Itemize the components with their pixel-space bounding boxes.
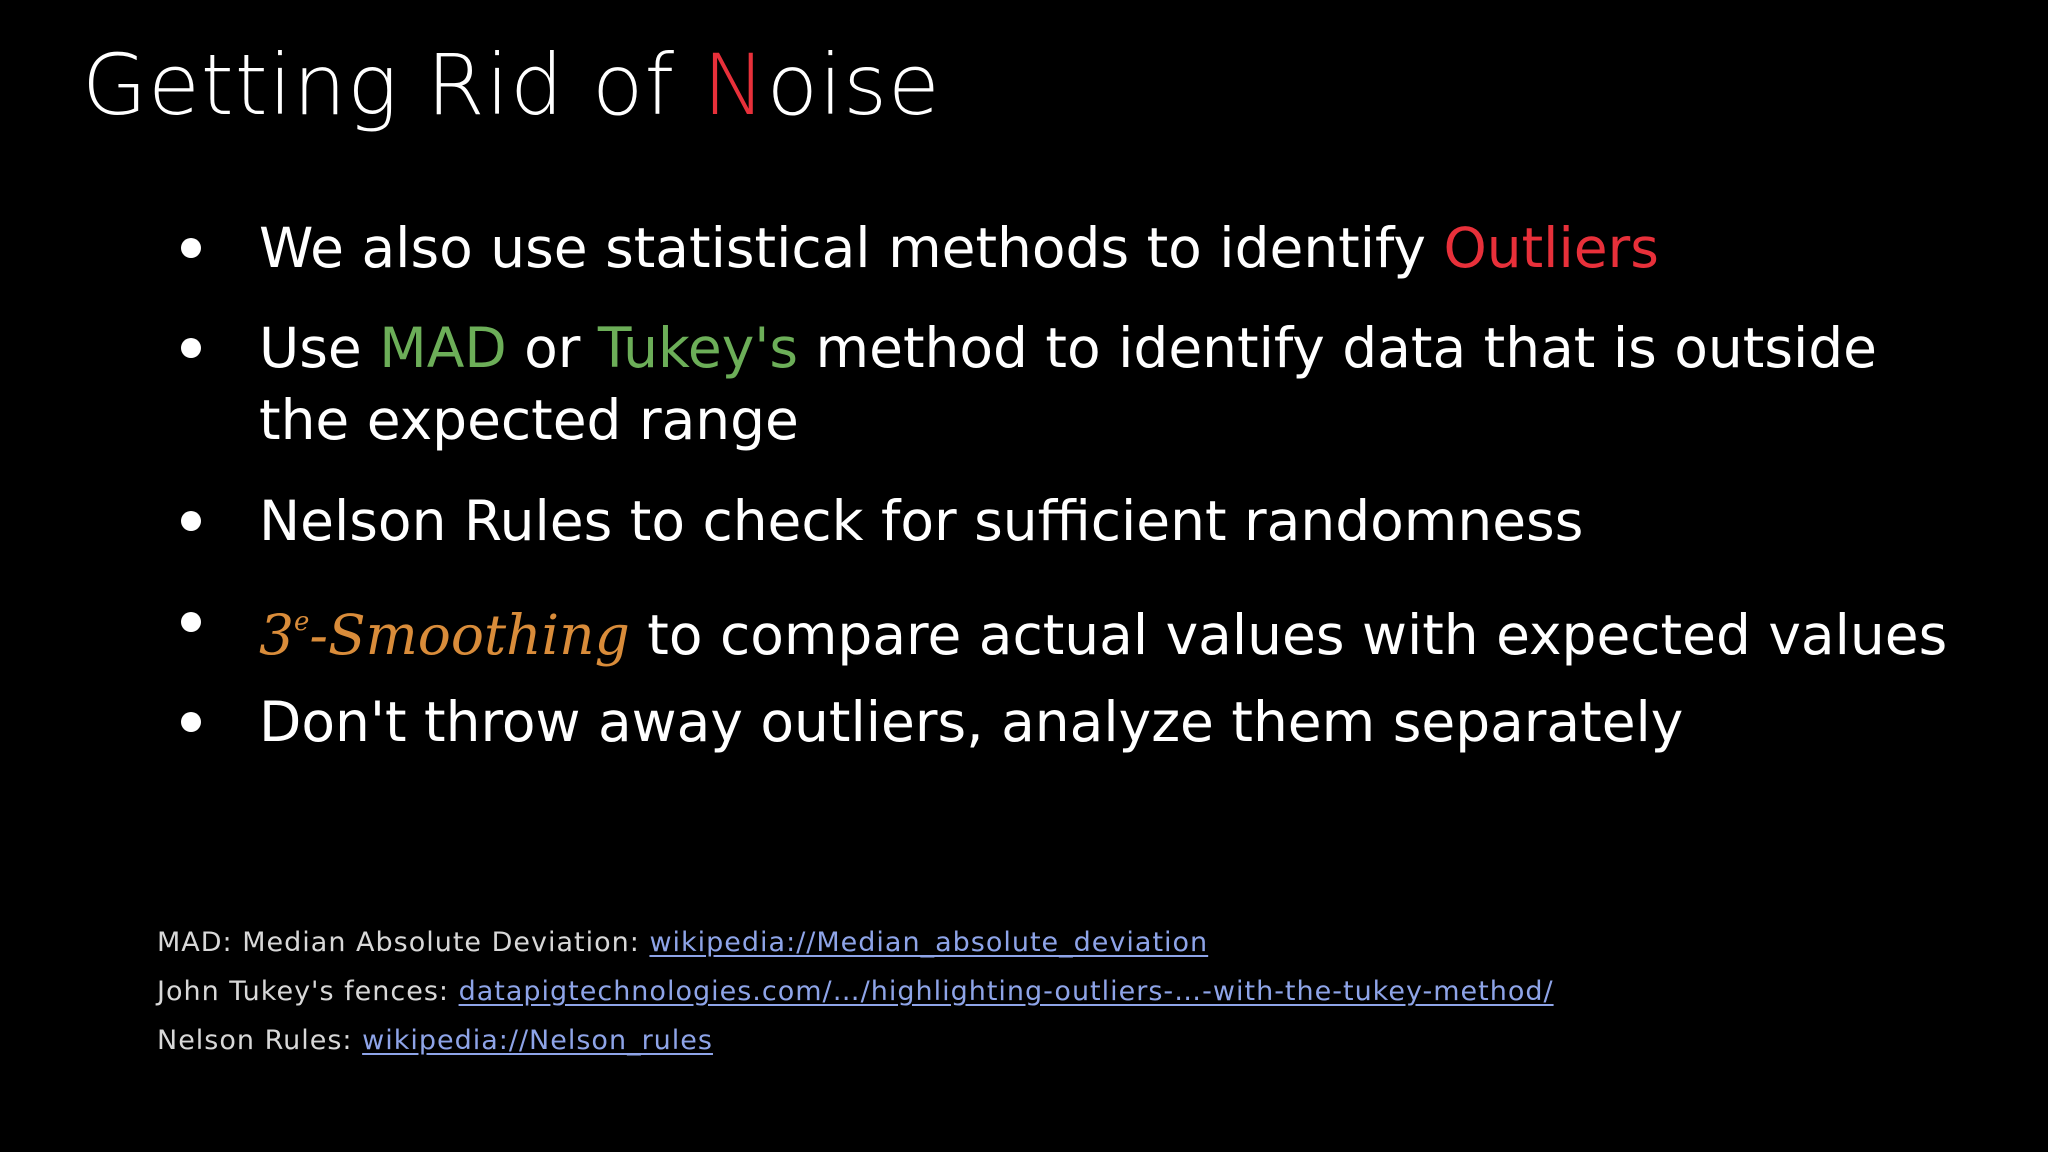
bullet-dot-icon xyxy=(181,511,201,531)
outliers-highlight: Outliers xyxy=(1443,216,1659,280)
smoothing-highlight xyxy=(259,603,630,667)
reference-link-nelson[interactable]: wikipedia://Nelson_rules xyxy=(362,1025,713,1056)
bullet-text-part: to compare actual values with expected values xyxy=(629,603,1948,667)
reference-nelson xyxy=(157,1016,1554,1065)
slide-title xyxy=(82,30,941,140)
reference-tukey xyxy=(157,967,1554,1016)
reference-link-mad[interactable]: wikipedia://Median_absolute_deviation xyxy=(649,927,1209,958)
bullet-text xyxy=(259,586,1948,671)
bullet-text-continuation: the expected range xyxy=(259,388,799,452)
bullet-text-part: Use xyxy=(259,316,380,380)
reference-label: John Tukey's fences: xyxy=(157,976,459,1007)
reference-label: MAD: Median Absolute Deviation: xyxy=(157,927,650,958)
bullet-text: Nelson Rules to check for sufficient randomness xyxy=(259,489,1584,553)
bullet-text-part: method to identify data that is outside xyxy=(798,316,1878,380)
smoothing-base: 3 xyxy=(259,603,294,667)
smoothing-superscript: e xyxy=(294,607,310,637)
title-accent-letter: N xyxy=(702,36,767,134)
bullet-text-part: or xyxy=(506,316,598,380)
references xyxy=(157,918,1554,1065)
title-text: Getting Rid of xyxy=(82,36,703,134)
mad-highlight: MAD xyxy=(379,316,507,380)
reference-link-tukey[interactable]: datapigtechnologies.com/…/highlighting-outliers-…-with-the-tukey-method/ xyxy=(458,976,1554,1007)
reference-label: Nelson Rules: xyxy=(157,1025,363,1056)
bullet-dot-icon xyxy=(181,612,201,632)
smoothing-rest: -Smoothing xyxy=(309,603,630,667)
bullet-dot-icon xyxy=(181,712,201,732)
title-text-end: oise xyxy=(766,36,941,134)
bullet-text xyxy=(259,212,1859,284)
bullet-text-part: We also use statistical methods to identify xyxy=(259,216,1444,280)
bullet-dot-icon xyxy=(181,338,201,358)
bullet-dot-icon xyxy=(181,238,201,258)
tukey-highlight: Tukey's xyxy=(597,316,799,380)
reference-mad xyxy=(157,918,1554,967)
bullet-text: Don't throw away outliers, analyze them separately xyxy=(259,690,1684,754)
bullet-text xyxy=(259,312,1878,456)
